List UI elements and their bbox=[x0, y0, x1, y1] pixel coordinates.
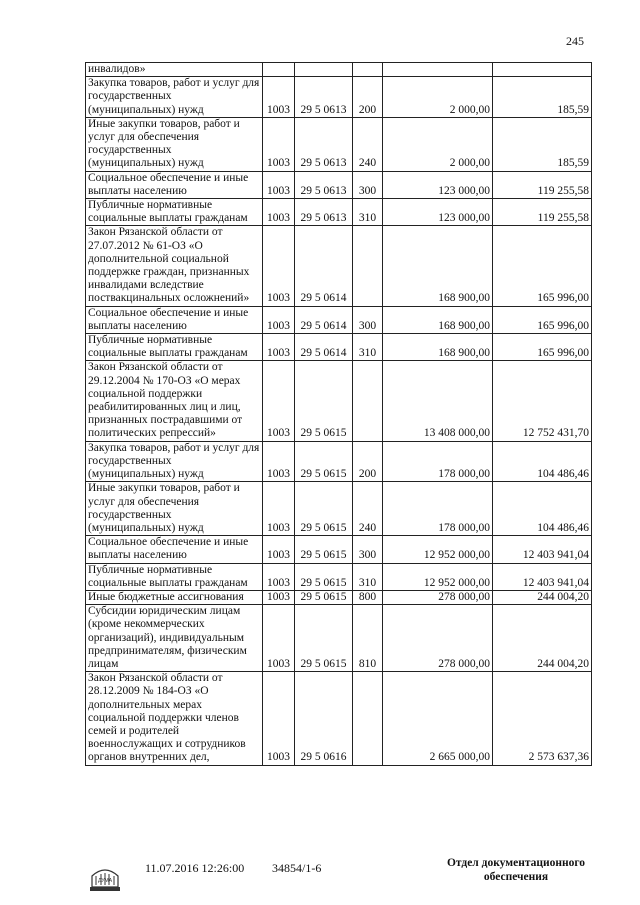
row-planned-amount: 168 900,00 bbox=[383, 334, 493, 361]
row-expense-type: 810 bbox=[353, 605, 383, 672]
row-target-code: 29 5 0615 bbox=[295, 590, 353, 604]
stamp-text: ДУМА bbox=[97, 878, 113, 884]
table-row bbox=[86, 334, 592, 361]
row-expense-type: 310 bbox=[353, 199, 383, 226]
table-row bbox=[86, 117, 592, 171]
row-section-code: 1003 bbox=[263, 536, 295, 563]
row-planned-amount: 2 665 000,00 bbox=[383, 672, 493, 765]
table-row bbox=[86, 672, 592, 765]
row-expense-type: 200 bbox=[353, 441, 383, 482]
row-target-code: 29 5 0613 bbox=[295, 171, 353, 198]
row-planned-amount: 12 952 000,00 bbox=[383, 563, 493, 590]
budget-table bbox=[85, 62, 592, 766]
table-row bbox=[86, 226, 592, 306]
row-actual-amount: 244 004,20 bbox=[493, 605, 592, 672]
row-name: Закупка товаров, работ и услуг для государственных (муниципальных) нужд bbox=[86, 441, 263, 482]
row-expense-type: 240 bbox=[353, 482, 383, 536]
row-target-code: 29 5 0613 bbox=[295, 199, 353, 226]
row-planned-amount: 178 000,00 bbox=[383, 482, 493, 536]
row-actual-amount bbox=[493, 63, 592, 77]
row-section-code bbox=[263, 63, 295, 77]
row-planned-amount: 168 900,00 bbox=[383, 226, 493, 306]
row-section-code: 1003 bbox=[263, 605, 295, 672]
row-actual-amount: 165 996,00 bbox=[493, 306, 592, 333]
row-actual-amount: 12 403 941,04 bbox=[493, 536, 592, 563]
row-planned-amount: 278 000,00 bbox=[383, 590, 493, 604]
row-planned-amount: 2 000,00 bbox=[383, 117, 493, 171]
row-section-code: 1003 bbox=[263, 563, 295, 590]
row-name: Иные закупки товаров, работ и услуг для обеспечения государственных (муниципальных) нужд bbox=[86, 482, 263, 536]
row-expense-type: 310 bbox=[353, 563, 383, 590]
row-expense-type: 300 bbox=[353, 306, 383, 333]
footer-date: 11.07.2016 12:26:00 bbox=[145, 861, 245, 875]
table-row bbox=[86, 482, 592, 536]
row-section-code: 1003 bbox=[263, 306, 295, 333]
table-row bbox=[86, 441, 592, 482]
row-name: Иные закупки товаров, работ и услуг для обеспечения государственных (муниципальных) нужд bbox=[86, 117, 263, 171]
row-actual-amount: 104 486,46 bbox=[493, 441, 592, 482]
row-target-code: 29 5 0615 bbox=[295, 605, 353, 672]
row-planned-amount: 123 000,00 bbox=[383, 171, 493, 198]
table-row bbox=[86, 361, 592, 441]
row-target-code bbox=[295, 63, 353, 77]
row-section-code: 1003 bbox=[263, 171, 295, 198]
table-row bbox=[86, 63, 592, 77]
row-expense-type bbox=[353, 672, 383, 765]
row-actual-amount: 185,59 bbox=[493, 77, 592, 118]
row-section-code: 1003 bbox=[263, 226, 295, 306]
row-expense-type: 300 bbox=[353, 536, 383, 563]
page-number: 245 bbox=[566, 34, 584, 48]
row-section-code: 1003 bbox=[263, 334, 295, 361]
row-actual-amount: 165 996,00 bbox=[493, 226, 592, 306]
row-target-code: 29 5 0614 bbox=[295, 306, 353, 333]
row-name: Закон Рязанской области от 27.07.2012 № 61-ОЗ «О дополнительной социальной поддержке граждан, признанных инвалидами вследствие поствакцинальных осложнений» bbox=[86, 226, 263, 306]
row-section-code: 1003 bbox=[263, 77, 295, 118]
row-name: Закон Рязанской области от 28.12.2009 № 184-ОЗ «О дополнительных мерах социальной поддержки членов семей и родителей военнослужащих и сотрудников органов внутренних дел, bbox=[86, 672, 263, 765]
row-name: Публичные нормативные социальные выплаты гражданам bbox=[86, 334, 263, 361]
table-row bbox=[86, 77, 592, 118]
row-expense-type: 240 bbox=[353, 117, 383, 171]
row-section-code: 1003 bbox=[263, 199, 295, 226]
row-target-code: 29 5 0615 bbox=[295, 482, 353, 536]
row-expense-type: 800 bbox=[353, 590, 383, 604]
row-name: Социальное обеспечение и иные выплаты населению bbox=[86, 306, 263, 333]
row-name: Социальное обеспечение и иные выплаты населению bbox=[86, 171, 263, 198]
row-expense-type: 300 bbox=[353, 171, 383, 198]
page-footer bbox=[0, 858, 640, 898]
row-planned-amount: 123 000,00 bbox=[383, 199, 493, 226]
row-actual-amount: 185,59 bbox=[493, 117, 592, 171]
row-section-code: 1003 bbox=[263, 590, 295, 604]
row-section-code: 1003 bbox=[263, 482, 295, 536]
row-expense-type: 310 bbox=[353, 334, 383, 361]
row-target-code: 29 5 0614 bbox=[295, 334, 353, 361]
footer-doc-code: 34854/1-6 bbox=[272, 861, 322, 875]
row-name: Социальное обеспечение и иные выплаты населению bbox=[86, 536, 263, 563]
table-row bbox=[86, 199, 592, 226]
table-row bbox=[86, 605, 592, 672]
row-actual-amount: 12 403 941,04 bbox=[493, 563, 592, 590]
row-planned-amount: 178 000,00 bbox=[383, 441, 493, 482]
table-row bbox=[86, 536, 592, 563]
row-target-code: 29 5 0615 bbox=[295, 441, 353, 482]
row-target-code: 29 5 0613 bbox=[295, 117, 353, 171]
table-row bbox=[86, 306, 592, 333]
row-target-code: 29 5 0615 bbox=[295, 536, 353, 563]
row-actual-amount: 165 996,00 bbox=[493, 334, 592, 361]
row-planned-amount bbox=[383, 63, 493, 77]
row-name: инвалидов» bbox=[86, 63, 263, 77]
footer-dept-line1: Отдел документационного bbox=[446, 857, 586, 869]
row-name: Публичные нормативные социальные выплаты гражданам bbox=[86, 563, 263, 590]
footer-department bbox=[436, 856, 596, 884]
row-expense-type bbox=[353, 361, 383, 441]
row-planned-amount: 2 000,00 bbox=[383, 77, 493, 118]
row-actual-amount: 2 573 637,36 bbox=[493, 672, 592, 765]
table-row bbox=[86, 563, 592, 590]
row-expense-type bbox=[353, 226, 383, 306]
row-section-code: 1003 bbox=[263, 441, 295, 482]
row-actual-amount: 104 486,46 bbox=[493, 482, 592, 536]
row-name: Закон Рязанской области от 29.12.2004 № 170-ОЗ «О мерах социальной поддержки реабилитированных лиц и лиц, признанных пострадавшими от политических репрессий» bbox=[86, 361, 263, 441]
row-actual-amount: 12 752 431,70 bbox=[493, 361, 592, 441]
row-actual-amount: 244 004,20 bbox=[493, 590, 592, 604]
row-planned-amount: 13 408 000,00 bbox=[383, 361, 493, 441]
footer-dept-line2: обеспечения bbox=[483, 871, 549, 883]
row-section-code: 1003 bbox=[263, 117, 295, 171]
row-planned-amount: 168 900,00 bbox=[383, 306, 493, 333]
row-name: Субсидии юридическим лицам (кроме некоммерческих организаций), индивидуальным предпринимателям, физическим лицам bbox=[86, 605, 263, 672]
table-row bbox=[86, 590, 592, 604]
row-target-code: 29 5 0614 bbox=[295, 226, 353, 306]
row-target-code: 29 5 0613 bbox=[295, 77, 353, 118]
table-row bbox=[86, 171, 592, 198]
row-name: Публичные нормативные социальные выплаты гражданам bbox=[86, 199, 263, 226]
row-actual-amount: 119 255,58 bbox=[493, 199, 592, 226]
row-section-code: 1003 bbox=[263, 672, 295, 765]
row-planned-amount: 12 952 000,00 bbox=[383, 536, 493, 563]
row-planned-amount: 278 000,00 bbox=[383, 605, 493, 672]
row-expense-type bbox=[353, 63, 383, 77]
row-target-code: 29 5 0615 bbox=[295, 563, 353, 590]
row-target-code: 29 5 0615 bbox=[295, 361, 353, 441]
row-section-code: 1003 bbox=[263, 361, 295, 441]
row-name: Иные бюджетные ассигнования bbox=[86, 590, 263, 604]
row-actual-amount: 119 255,58 bbox=[493, 171, 592, 198]
row-name: Закупка товаров, работ и услуг для государственных (муниципальных) нужд bbox=[86, 77, 263, 118]
row-target-code: 29 5 0616 bbox=[295, 672, 353, 765]
row-expense-type: 200 bbox=[353, 77, 383, 118]
duma-emblem-icon bbox=[88, 862, 122, 892]
